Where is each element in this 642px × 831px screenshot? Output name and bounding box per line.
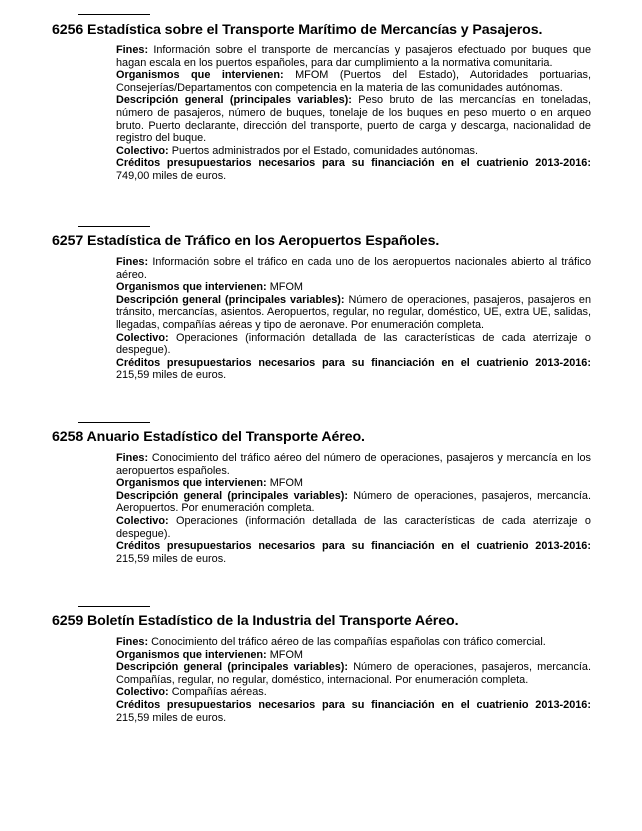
creditos-text: 215,59 miles de euros. [116, 552, 227, 565]
separator-rule [78, 422, 150, 423]
separator-rule [78, 606, 150, 607]
fines-label: Fines: [116, 636, 149, 648]
fines-text: Conocimiento del tráfico aéreo de las compañías españolas con tráfico comercial. [151, 636, 546, 648]
creditos-text: 215,59 miles de euros. [116, 711, 227, 724]
entry-body [116, 636, 591, 724]
descripcion-paragraph [116, 661, 591, 686]
entry-title: 6258 Anuario Estadístico del Transporte Aéreo. [52, 429, 365, 445]
colectivo-label: Colectivo: [116, 686, 169, 699]
descripcion-paragraph [116, 490, 591, 515]
colectivo-paragraph [116, 515, 591, 540]
colectivo-label: Colectivo: [116, 331, 169, 344]
creditos-text: 215,59 miles de euros. [116, 369, 227, 382]
descripcion-label: Descripción general (principales variables): [116, 489, 349, 502]
descripcion-label: Descripción general (principales variables): [116, 293, 345, 306]
organismos-paragraph [116, 649, 591, 662]
colectivo-paragraph [116, 686, 591, 699]
organismos-paragraph [116, 281, 591, 294]
fines-label: Fines: [116, 256, 149, 268]
fines-paragraph [116, 44, 591, 69]
organismos-label: Organismos que intervienen: [116, 69, 284, 82]
organismos-paragraph [116, 477, 591, 490]
entry-body [116, 44, 591, 183]
organismos-label: Organismos que intervienen: [116, 648, 267, 661]
separator-rule [78, 226, 150, 227]
creditos-paragraph [116, 540, 591, 565]
colectivo-text: Compañías aéreas. [171, 686, 267, 699]
descripcion-text: Peso bruto de las mercancías en toneladas, número de pasajeros, número de buques, tonelaje de los buques en peso muerto o en arqueo bruto. Puerto declarante, dirección del transporte, puerto de carga y descarga, nacionalidad de registro del buque. [116, 94, 591, 145]
descripcion-text: Número de operaciones, pasajeros, pasajeros en tránsito, mercancías, asientos. Aeropuertos, regular, no regular, doméstico, UE, extra UE, salidas, llegadas, compañías aéreas y tipo de aeronave. Por enumeración completa. [116, 293, 592, 331]
descripcion-text: Número de operaciones, pasajeros, mercancía. Aeropuertos. Por enumeración completa. [116, 489, 591, 515]
organismos-paragraph [116, 69, 591, 94]
descripcion-paragraph [116, 94, 591, 144]
entry-body [116, 452, 591, 565]
descripcion-text: Número de operaciones, pasajeros, mercancía. Compañías, regular, no regular, doméstico, internacional. Por enumeración completa. [116, 661, 591, 686]
organismos-text: MFOM [269, 281, 304, 294]
colectivo-text: Puertos administrados por el Estado, comunidades autónomas. [171, 144, 479, 157]
fines-text: Información sobre el transporte de mercancías y pasajeros efectuado por buques que hagan escala en los puertos españoles, para dar cumplimiento a la normativa comunitaria. [116, 44, 592, 69]
separator-rule [78, 14, 150, 15]
fines-label: Fines: [116, 452, 149, 464]
creditos-paragraph [116, 357, 591, 382]
fines-text: Conocimiento del tráfico aéreo del número de operaciones, pasajeros y mercancía en los aeropuertos españoles. [116, 452, 592, 477]
creditos-text: 749,00 miles de euros. [116, 169, 227, 182]
descripcion-label: Descripción general (principales variables): [116, 661, 349, 674]
fines-paragraph [116, 256, 591, 281]
fines-text: Información sobre el tráfico en cada uno de los aeropuertos nacionales abierto al tráfico aéreo. [116, 256, 592, 281]
colectivo-paragraph [116, 145, 591, 158]
creditos-label: Créditos presupuestarios necesarios para su financiación en el cuatrienio 2013-2016: [116, 698, 591, 711]
creditos-label: Créditos presupuestarios necesarios para su financiación en el cuatrienio 2013-2016: [116, 356, 591, 369]
creditos-label: Créditos presupuestarios necesarios para su financiación en el cuatrienio 2013-2016: [116, 540, 591, 553]
organismos-text: MFOM [269, 648, 304, 661]
organismos-label: Organismos que intervienen: [116, 477, 267, 490]
organismos-label: Organismos que intervienen: [116, 281, 267, 294]
colectivo-label: Colectivo: [116, 144, 169, 157]
entry-title: 6256 Estadística sobre el Transporte Marítimo de Mercancías y Pasajeros. [52, 22, 543, 38]
creditos-paragraph [116, 699, 591, 724]
organismos-text: MFOM [269, 477, 304, 490]
entry-body [116, 256, 591, 382]
organismos-text: MFOM (Puertos del Estado), Autoridades portuarias, Consejerías/Departamentos con competencia en la materia de las comunidades autónomas. [116, 69, 591, 94]
descripcion-paragraph [116, 294, 591, 332]
fines-paragraph [116, 636, 591, 649]
creditos-label: Créditos presupuestarios necesarios para su financiación en el cuatrienio 2013-2016: [116, 157, 591, 170]
colectivo-paragraph [116, 332, 591, 357]
fines-label: Fines: [116, 44, 149, 56]
descripcion-label: Descripción general (principales variables): [116, 94, 352, 107]
colectivo-text: Operaciones (información detallada de las características de cada aterrizaje o despegue). [116, 514, 591, 540]
colectivo-label: Colectivo: [116, 514, 169, 527]
entry-title: 6259 Boletín Estadístico de la Industria del Transporte Aéreo. [52, 613, 459, 629]
colectivo-text: Operaciones (información detallada de las características de cada aterrizaje o despegue). [116, 331, 591, 357]
entry-title: 6257 Estadística de Tráfico en los Aeropuertos Españoles. [52, 233, 440, 249]
creditos-paragraph [116, 157, 591, 182]
fines-paragraph [116, 452, 591, 477]
